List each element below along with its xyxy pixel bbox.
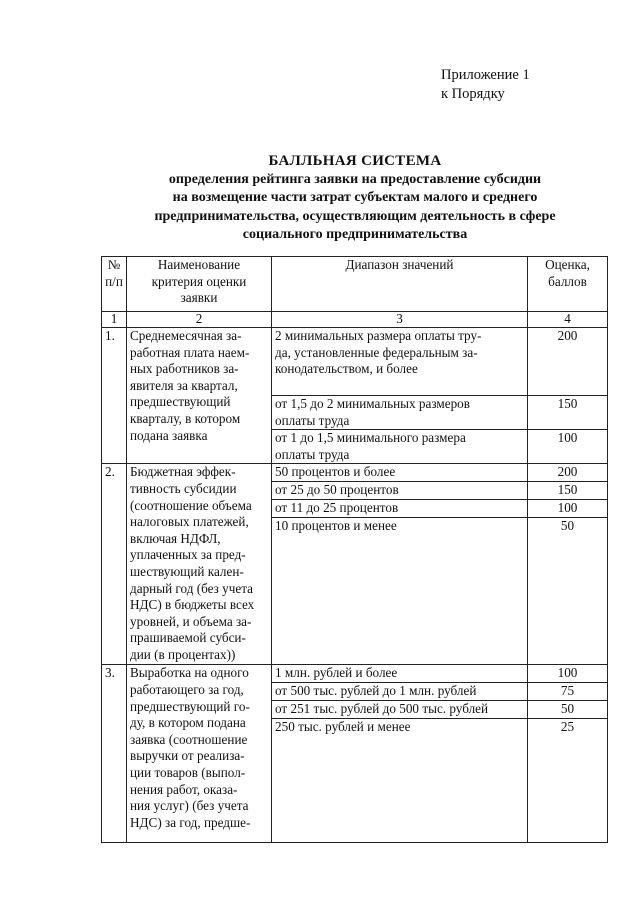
score-cell: 50 [528, 518, 608, 665]
criterion-cell: Выработка на одного работающего за год, предшествующий го- ду, в котором подана заявка (соотношение выручки от реализа- ции товаров (выпол- нения работ, оказа- ния услуг) (без учета НДС) за год, предше- [127, 665, 272, 843]
score-cell: 200 [528, 464, 608, 482]
criterion-cell: Среднемесячная за- работная плата наем- ных работников за- явителя за квартал, предшествующий кварталу, в котором подана заявка [127, 328, 272, 464]
appendix-line-2: к Порядку [441, 86, 505, 102]
range-cell: от 25 до 50 процентов [272, 482, 528, 500]
numbering-cell: 3 [272, 312, 528, 328]
range-cell: 250 тыс. рублей и менее [272, 719, 528, 843]
scoring-table [101, 256, 608, 843]
score-cell: 100 [528, 665, 608, 683]
document-title [110, 152, 600, 245]
table-header-row [102, 257, 608, 312]
range-cell: от 500 тыс. рублей до 1 млн. рублей [272, 683, 528, 701]
score-cell: 75 [528, 683, 608, 701]
title-main: БАЛЛЬНАЯ СИСТЕМА [268, 153, 442, 169]
score-cell: 100 [528, 430, 608, 464]
numbering-cell: 4 [528, 312, 608, 328]
appendix-note [441, 66, 530, 104]
range-cell: 2 минимальных размера оплаты тру- да, установленные федеральным за- конодательством, и более [272, 328, 528, 396]
score-cell: 100 [528, 500, 608, 518]
range-cell: 1 млн. рублей и более [272, 665, 528, 683]
row-number: 1. [102, 328, 127, 464]
range-cell: 10 процентов и менее [272, 518, 528, 665]
table-numbering-row [102, 312, 608, 328]
range-cell: 50 процентов и более [272, 464, 528, 482]
header-num: № п/п [102, 257, 127, 312]
numbering-cell: 2 [127, 312, 272, 328]
appendix-line-1: Приложение 1 [441, 67, 530, 83]
row-number: 3. [102, 665, 127, 843]
numbering-cell: 1 [102, 312, 127, 328]
range-cell: от 11 до 25 процентов [272, 500, 528, 518]
table-row [102, 328, 608, 396]
score-cell: 50 [528, 701, 608, 719]
score-cell: 200 [528, 328, 608, 396]
range-cell: от 251 тыс. рублей до 500 тыс. рублей [272, 701, 528, 719]
score-cell: 150 [528, 396, 608, 430]
score-cell: 150 [528, 482, 608, 500]
header-criterion: Наименование критерия оценки заявки [127, 257, 272, 312]
header-score: Оценка, баллов [528, 257, 608, 312]
row-number: 2. [102, 464, 127, 665]
title-subtitle: определения рейтинга заявки на предоставление субсидии на возмещение части затрат субъектам малого и среднего предпринимательства, осуществляющим деятельность в сфере социального предпринимательства [154, 171, 556, 243]
table-row [102, 464, 608, 482]
table-row [102, 665, 608, 683]
criterion-cell: Бюджетная эффек- тивность субсидии (соотношение объема налоговых платежей, включая НДФЛ, уплаченных за пред- шествующий кален- дарный год (без учета НДС) в бюджеты всех уровней, и объема за- прашиваемой субси- дии (в процентах)) [127, 464, 272, 665]
range-cell: от 1 до 1,5 минимального размера оплаты труда [272, 430, 528, 464]
range-cell: от 1,5 до 2 минимальных размеров оплаты труда [272, 396, 528, 430]
header-range: Диапазон значений [272, 257, 528, 312]
score-cell: 25 [528, 719, 608, 843]
